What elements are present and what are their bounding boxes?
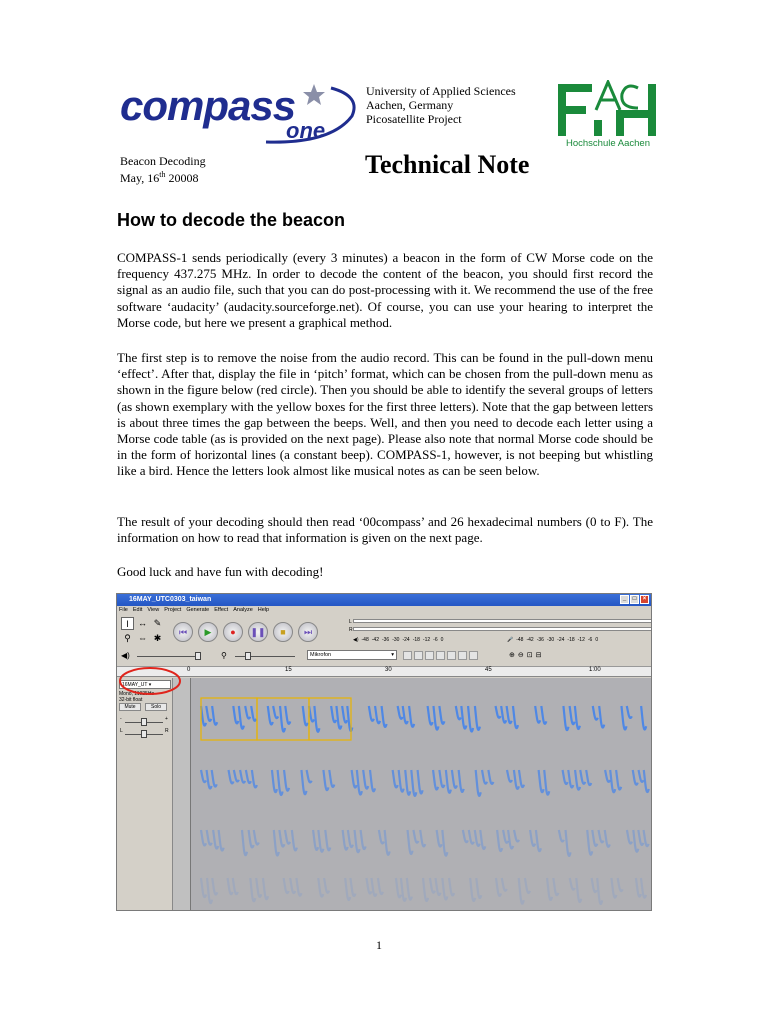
draw-tool-icon[interactable]: ✎ [153, 618, 162, 628]
fit-project-icon[interactable]: ⊟ [535, 652, 542, 659]
letter-box-annotation [257, 698, 309, 740]
letter-box-annotation [201, 698, 257, 740]
ruler-tick: 0 [187, 667, 191, 673]
track-info: Mono, 11025Hz [119, 691, 154, 697]
fh-logo-mark [556, 80, 660, 138]
play-icon: ▶ [204, 626, 212, 637]
maximize-icon[interactable]: □ [630, 595, 639, 604]
chevron-down-icon: ▾ [391, 652, 394, 658]
paragraph: The first step is to remove the noise from the audio record. This can be found in the pull-down menu ‘effect’. After that, display the file in ‘pitch’ format, which can be chosen from the pull-down menu as shown in the figure below (red circle). Then you should be able to identify the several groups of letters (as shown exemplary with the yellow boxes for the first three letters). Note that the gap between letters is about three times the gap between the beeps. Well, and then you need to decode each letter using a Morse code table (as is provided on the next page). Please also note that normal Morse code should be in the form of horizontal lines (a constant beep). COMPASS-1, however, is not beeping but whistling like a bird. Hence the letters look almost like musical notes as can be seen below. [117, 350, 653, 479]
pan-right-label: R [165, 728, 169, 734]
track-info: 32-bit float [119, 697, 143, 703]
envelope-tool-icon[interactable]: ↔ [138, 618, 147, 628]
page-number: 1 [376, 938, 382, 952]
doc-label: Beacon Decoding [120, 154, 206, 168]
ruler-tick: 15 [285, 667, 292, 673]
zoom-out-icon[interactable]: ⊖ [517, 652, 524, 659]
compass-one-logo [116, 74, 366, 152]
paragraph: The result of your decoding should then read ‘00compass’ and 26 hexadecimal numbers (0 to F). The information on how to read that information is given on the next page. [117, 514, 653, 546]
star-icon [303, 84, 325, 105]
minimize-icon[interactable]: _ [620, 595, 629, 604]
institution-line: University of Applied Sciences [366, 84, 516, 98]
multi-tool-icon[interactable]: ✱ [153, 633, 162, 643]
window-title: 16MAY_UTC0303_taiwan [129, 596, 212, 603]
zoom-in-icon[interactable]: ⊕ [509, 652, 515, 659]
gain-minus-label: - [120, 716, 122, 722]
stop-icon: ■ [280, 627, 286, 637]
close-icon[interactable]: × [640, 595, 649, 604]
institution-line: Picosatellite Project [366, 112, 462, 126]
pan-left-label: L [120, 728, 123, 734]
volume-icon: ◀) [121, 651, 130, 660]
solo-button[interactable]: Solo [145, 703, 167, 711]
speaker-icon: ◀) [353, 637, 359, 643]
timeshift-tool-icon[interactable]: ⇔ [138, 633, 147, 643]
menu-effect[interactable]: Effect [214, 607, 229, 613]
chevron-down-icon: ▾ [148, 682, 152, 688]
doc-type-title: Technical Note [365, 150, 530, 179]
microphone-icon: 🎤 [507, 637, 514, 643]
skip-start-icon: ⏮ [178, 626, 188, 637]
fh-caption: Hochschule Aachen [566, 138, 650, 149]
doc-date: May, 16th 20008 [120, 170, 199, 185]
record-meter-scale: 🎤 -48 -42 -36 -30 -24 -18 -12 -6 0 [507, 637, 599, 643]
menu-project[interactable]: Project [164, 607, 182, 613]
track-name-dropdown[interactable]: 16MAY_UT ▾ [119, 680, 171, 689]
menu-file[interactable]: File [119, 607, 128, 613]
selection-tool-icon[interactable]: I [121, 617, 134, 630]
menu-help[interactable]: Help [257, 607, 270, 613]
menu-view[interactable]: View [147, 607, 160, 613]
institution-line: Aachen, Germany [366, 98, 454, 112]
paragraph: COMPASS-1 sends periodically (every 3 minutes) a beacon in the form of CW Morse code on the frequency 437.275 MHz. In order to decode the content of the beacon, you should first record the signal as an audio file, such that you can do post-processing with it. We recommend the use of the free software ‘audacity’ (audacity.sourceforge.net). Of course, you can use your hearing to interpret the Morse code, but here we present a graphical method. [117, 250, 653, 330]
document-meta [120, 155, 206, 185]
menu-edit[interactable]: Edit [132, 607, 143, 613]
institution-block [366, 84, 516, 126]
meter-channel-label: R [349, 627, 353, 633]
input-device-select[interactable]: Mikrofon ▾ [307, 650, 397, 660]
gain-plus-label: + [165, 716, 168, 722]
pause-icon: ❚❚ [250, 626, 266, 637]
logo-compass-text: compass [120, 82, 296, 129]
record-icon: ● [230, 627, 236, 637]
fh-aachen-logo [556, 80, 660, 152]
ruler-tick: 1:00 [589, 667, 601, 673]
fit-selection-icon[interactable]: ⊡ [526, 652, 533, 659]
input-mic-icon: ⚲ [221, 651, 227, 660]
ruler-tick: 45 [485, 667, 492, 673]
paragraph: Good luck and have fun with decoding! [117, 564, 324, 579]
skip-end-icon: ⏭ [303, 626, 313, 637]
ruler-tick: 30 [385, 667, 392, 673]
red-circle-annotation [120, 668, 180, 694]
audacity-screenshot [116, 593, 652, 911]
zoom-tool-icon[interactable]: ⚲ [124, 633, 131, 643]
logo-one-text: one [286, 118, 326, 143]
letter-box-annotation [309, 698, 351, 740]
playback-meter-scale: ◀) -48 -42 -36 -30 -24 -18 -12 -6 0 [353, 637, 444, 643]
menu-generate[interactable]: Generate [186, 607, 210, 613]
meter-channel-label: L [349, 619, 352, 625]
menu-analyze[interactable]: Analyze [233, 607, 253, 613]
annotation-layer [117, 594, 652, 911]
section-title: How to decode the beacon [117, 210, 346, 230]
mute-button[interactable]: Mute [119, 703, 141, 711]
